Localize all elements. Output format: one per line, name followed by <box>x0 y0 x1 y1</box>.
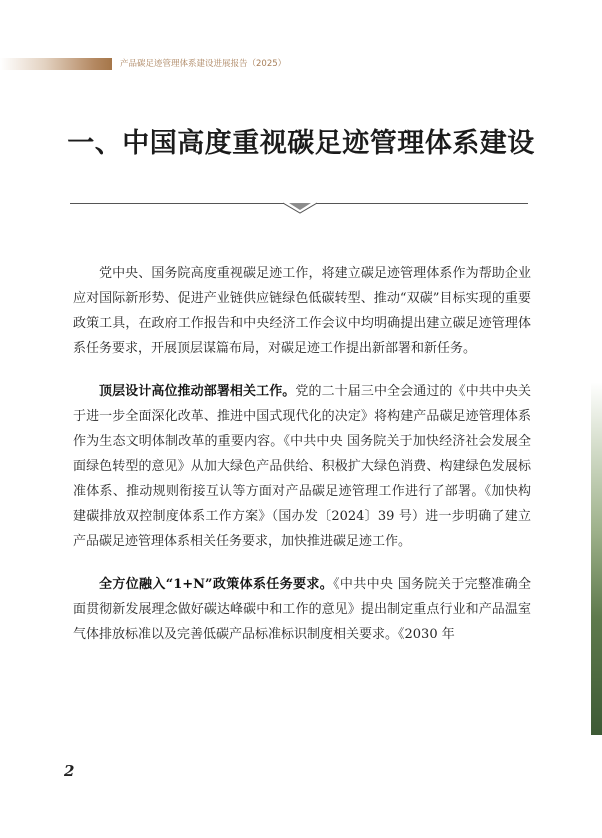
paragraph-text: 《中共中央 国务院关于完整准确全面贯彻新发展理念做好碳达峰碳中和工作的意见》提出制定重点行业和产品温室气体排放标准以及完善低碳产品标准标识制度相关要求。《2030 年 <box>73 577 531 642</box>
title-divider-left <box>70 203 284 204</box>
paragraph-lead: 全方位融入“1+N”政策体系任务要求。 <box>99 577 334 592</box>
paragraph-top-level-design <box>73 379 531 554</box>
header-decor-bar <box>0 58 112 70</box>
title-divider-right <box>316 203 528 204</box>
paragraph-lead: 顶层设计高位推动部署相关工作。 <box>99 384 296 399</box>
paragraph-intro <box>73 261 531 361</box>
page-number: 2 <box>64 762 75 780</box>
paragraph-text: 党中央、国务院高度重视碳足迹工作，将建立碳足迹管理体系作为帮助企业应对国际新形势、促进产业链供应链绿色低碳转型、推动“双碳”目标实现的重要政策工具，在政府工作报告和中央经济工作会议中均明确提出建立碳足迹管理体系任务要求，开展顶层谋篇布局，对碳足迹工作提出新部署和新任务。 <box>73 266 531 356</box>
running-header: 产品碳足迹管理体系建设进展报告（2025） <box>120 59 287 69</box>
body-content <box>73 261 531 665</box>
edge-photo-strip <box>591 0 602 735</box>
paragraph-text: 党的二十届三中全会通过的《中共中央关于进一步全面深化改革、推进中国式现代化的决定》将构建产品碳足迹管理体系作为生态文明体制改革的重要内容。《中共中央 国务院关于加快经济社会发展全面绿色转型的意见》从加大绿色产品供给、积极扩大绿色消费、构建绿色发展标准体系、推动规则衔接互认等方面对产品碳足迹管理工作进行了部署。《加快构建碳排放双控制度体系工作方案》（国办发〔2024〕39 号）进一步明确了建立产品碳足迹管理体系相关任务要求，加快推进碳足迹工作。 <box>73 384 531 549</box>
page-title: 一、中国高度重视碳足迹管理体系建设 <box>67 128 535 159</box>
chevron-down-icon <box>283 198 317 214</box>
paragraph-policy-system <box>73 572 531 647</box>
